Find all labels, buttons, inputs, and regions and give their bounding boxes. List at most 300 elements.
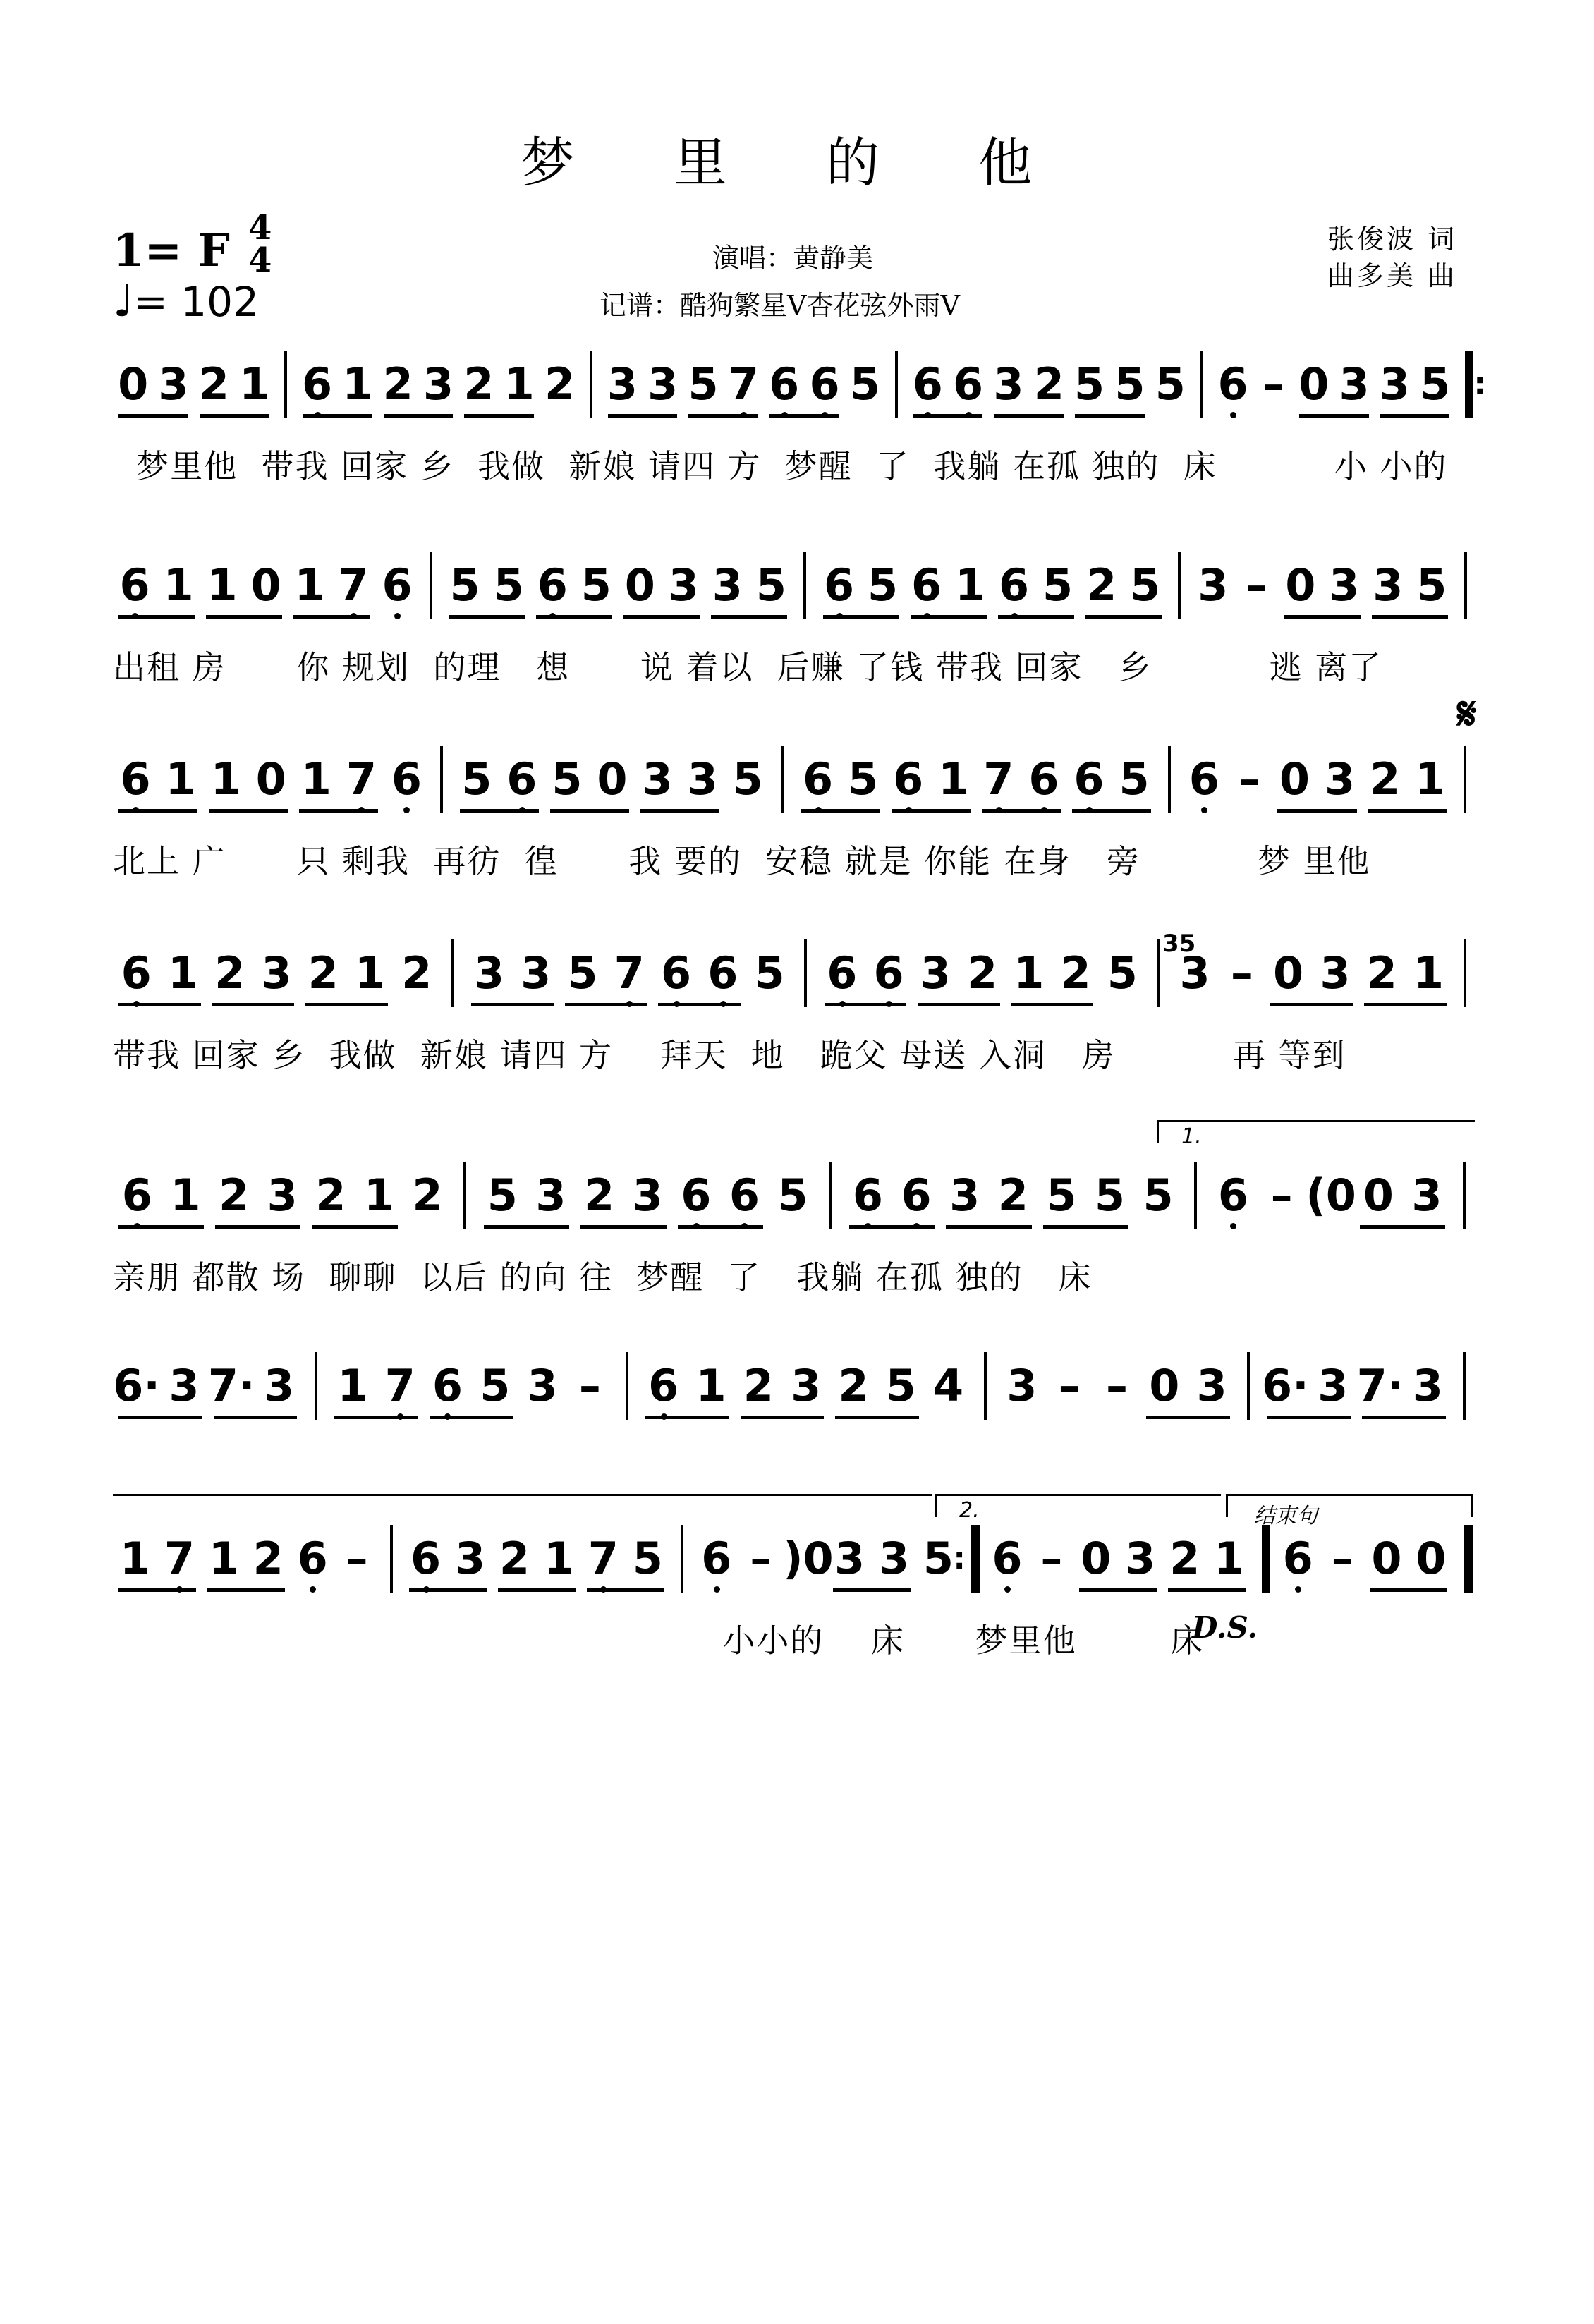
note: 6 <box>530 557 574 614</box>
note: 6 <box>1181 751 1227 808</box>
note: 2 <box>743 1360 774 1411</box>
barline <box>1464 552 1467 619</box>
eighth-beam <box>1277 809 1356 813</box>
note: 2 <box>997 1169 1028 1221</box>
note: 7 <box>724 356 764 413</box>
barline <box>804 939 807 1007</box>
note: 3 <box>632 1169 663 1221</box>
barline <box>803 552 806 619</box>
lyrics-line: 出租 房 你 规划 的理 想 说 着以 后赚 了钱 带我 回家 乡 逃 离了 <box>113 648 1383 686</box>
note: 3 <box>668 559 699 611</box>
first-ending-label: 1. <box>1181 1124 1202 1149</box>
note: 7 <box>157 1531 202 1587</box>
note: 5 <box>777 1169 808 1221</box>
note: 7 <box>331 557 375 614</box>
eighth-beam <box>994 414 1064 418</box>
barline <box>1464 1525 1473 1593</box>
note: 5 <box>1107 947 1138 999</box>
composer-credit: 曲多美 曲 <box>1327 260 1458 291</box>
note: 3 <box>712 559 743 611</box>
grace-notes: 35 <box>1162 930 1196 958</box>
note: 2 <box>544 358 576 410</box>
note: 3 <box>1179 947 1210 999</box>
note: 6 <box>1209 1167 1258 1224</box>
octave-dot <box>1004 1586 1011 1593</box>
note: 0 <box>1298 358 1330 410</box>
note: 6 <box>905 557 949 614</box>
barline <box>1200 351 1203 418</box>
eighth-beam <box>212 1003 295 1006</box>
note: 2 <box>1366 947 1397 999</box>
note: 5 <box>461 753 492 805</box>
first-ending-bracket <box>1157 1120 1475 1143</box>
dash-extension: – <box>1040 1533 1063 1584</box>
first-ending-continuation <box>113 1494 932 1496</box>
note: 0 <box>1273 947 1304 999</box>
note: 1 <box>208 1533 239 1584</box>
note: 6 <box>1276 1531 1320 1587</box>
note: 7 <box>581 1531 626 1587</box>
eighth-beam <box>118 1225 204 1229</box>
note: 2 <box>1033 358 1064 410</box>
eighth-beam <box>550 809 629 813</box>
note: 0 <box>1371 1533 1402 1584</box>
eighth-beam <box>214 1416 298 1419</box>
note: 7 <box>606 945 652 1002</box>
note: 6 <box>652 945 699 1002</box>
note: 5 <box>923 1533 954 1584</box>
note: 1 <box>337 1360 368 1411</box>
eighth-beam <box>769 414 839 418</box>
note: 7 <box>377 1358 424 1414</box>
eighth-beam <box>430 1416 513 1419</box>
note: 5 <box>1042 559 1073 611</box>
dash-extension: – <box>1105 1360 1128 1411</box>
note: 0 <box>1285 559 1316 611</box>
note: 6 <box>886 751 931 808</box>
eighth-beam <box>918 1003 1000 1006</box>
note: 5 <box>449 559 480 611</box>
note: 6 <box>992 557 1036 614</box>
note: 5 <box>848 753 879 805</box>
octave-dot <box>1295 1586 1301 1593</box>
barline <box>626 1352 628 1420</box>
note: 7 <box>976 751 1021 808</box>
note: 6 <box>985 1531 1030 1587</box>
note: 6 <box>700 945 746 1002</box>
note: 5 <box>867 559 899 611</box>
eighth-beam <box>645 1416 729 1419</box>
note: 1 <box>1014 947 1045 999</box>
note: 6 <box>113 751 158 808</box>
octave-dot <box>1230 412 1236 418</box>
dash-extension: – <box>1262 358 1284 410</box>
note: 6· <box>1262 1360 1309 1411</box>
dash-extension: – <box>578 1360 601 1411</box>
barline <box>451 939 454 1007</box>
eighth-beam <box>460 809 539 813</box>
note: 6 <box>1021 751 1066 808</box>
barline <box>1157 939 1160 1007</box>
note: 1 <box>363 1169 394 1221</box>
dash-extension: – <box>1331 1533 1353 1584</box>
eighth-beam <box>688 414 758 418</box>
eighth-beam <box>823 615 899 619</box>
eighth-beam <box>608 414 678 418</box>
eighth-beam <box>1085 615 1162 619</box>
note: 7· <box>1356 1360 1404 1411</box>
note: 3 <box>527 1360 558 1411</box>
eighth-beam <box>833 1588 911 1592</box>
note: 6 <box>1212 356 1253 413</box>
eighth-beam <box>892 809 971 813</box>
barline <box>284 351 287 418</box>
note: 0 <box>1081 1533 1112 1584</box>
note: 3 <box>169 1360 200 1411</box>
note: 5 <box>849 358 880 410</box>
eighth-beam <box>1146 1416 1230 1419</box>
eighth-beam <box>1284 615 1361 619</box>
note: 1 <box>1415 753 1446 805</box>
note: 3 <box>791 1360 822 1411</box>
barline <box>430 552 432 619</box>
note: 2 <box>1370 753 1401 805</box>
eighth-beam <box>835 1416 919 1419</box>
key-signature: 1= F <box>113 224 230 277</box>
repeat-dots: : <box>953 1540 966 1576</box>
octave-dot <box>1230 1223 1236 1229</box>
note: 1 <box>1214 1533 1245 1584</box>
dash-extension: – <box>1238 753 1260 805</box>
octave-dot <box>394 613 401 619</box>
note: 3 <box>1196 1360 1227 1411</box>
note: )0 <box>783 1533 834 1584</box>
note: 6 <box>291 1531 335 1587</box>
barline <box>681 1525 683 1593</box>
eighth-beam <box>913 414 983 418</box>
lyrics-line: 小小的 床 梦里他 床 <box>113 1622 1205 1660</box>
note: 4 <box>932 1360 964 1411</box>
note: 5 <box>567 947 598 999</box>
eighth-beam <box>206 615 282 619</box>
eighth-beam <box>1168 1588 1246 1592</box>
eighth-beam <box>565 1003 647 1006</box>
note: 5 <box>487 1169 518 1221</box>
note: 0 <box>1279 753 1310 805</box>
note: 5 <box>1046 1169 1077 1221</box>
note: 2 <box>401 947 432 999</box>
note: 3 <box>1339 358 1370 410</box>
note: 2 <box>1086 559 1117 611</box>
lyrics-line: 梦里他 带我 回家 乡 我做 新娘 请四 方 梦醒 了 我躺 在孤 独的 床 小 小的 <box>113 447 1448 485</box>
note: 3 <box>454 1533 486 1584</box>
note: 3 <box>1006 1360 1038 1411</box>
tempo-value: = 102 <box>133 278 259 326</box>
tempo-marking <box>113 275 259 327</box>
eighth-beam <box>849 1225 935 1229</box>
barline <box>895 351 898 418</box>
note: 2 <box>214 947 245 999</box>
song-title: 梦 里 的 他 <box>521 131 1073 194</box>
eighth-beam <box>1368 809 1447 813</box>
note: 2 <box>315 1169 346 1221</box>
eighth-beam <box>464 414 534 418</box>
note: 5 <box>480 1360 511 1411</box>
note: 3 <box>1318 1360 1349 1411</box>
note: 3 <box>1324 753 1356 805</box>
note: 3 <box>521 947 552 999</box>
note: 3 <box>920 947 951 999</box>
note: 0 <box>118 358 149 410</box>
note: 1 <box>1413 947 1444 999</box>
dash-extension: – <box>1058 1360 1081 1411</box>
note: 1 <box>170 1169 201 1221</box>
singer-credit: 演唱：黄静美 <box>712 243 874 274</box>
lyrics-line: 带我 回家 乡 我做 新娘 请四 方 拜天 地 跪父 母送 入洞 房 再 等到 <box>113 1036 1346 1074</box>
note: 5 <box>1094 1169 1126 1221</box>
eighth-beam <box>580 1225 666 1229</box>
time-signature-top: 4 <box>248 208 272 248</box>
lyrics-line: 北上 广 只 剩我 再彷 徨 我 要的 安稳 就是 你能 在身 旁 梦 里他 <box>113 842 1371 880</box>
eighth-beam <box>623 615 700 619</box>
note: 2 <box>412 1169 443 1221</box>
note: 6 <box>1066 751 1112 808</box>
eighth-beam <box>911 615 987 619</box>
note: 1 <box>543 1533 574 1584</box>
eighth-beam <box>118 1003 201 1006</box>
note: 0 <box>1363 1169 1394 1221</box>
dash-extension: – <box>346 1533 368 1584</box>
note: 6 <box>640 1358 687 1414</box>
eighth-beam <box>209 809 288 813</box>
eighth-beam <box>299 809 378 813</box>
note: 3 <box>158 358 189 410</box>
note: 2 <box>382 358 413 410</box>
eighth-beam <box>658 1003 741 1006</box>
note: 7· <box>207 1360 255 1411</box>
lyricist-credit: 张俊波 词 <box>1327 224 1458 255</box>
eighth-beam <box>1079 1588 1157 1592</box>
note: 6 <box>113 557 157 614</box>
note: 1 <box>119 1533 151 1584</box>
eighth-beam <box>982 809 1061 813</box>
eighth-beam <box>334 1416 418 1419</box>
eighth-beam <box>303 414 372 418</box>
note: 3 <box>261 947 292 999</box>
note: 3 <box>607 358 638 410</box>
time-signature-bottom: 4 <box>248 241 272 280</box>
note: 1 <box>210 753 241 805</box>
note: 1 <box>504 358 535 410</box>
eighth-beam <box>536 615 612 619</box>
note: 6 <box>499 751 544 808</box>
eighth-beam <box>449 615 525 619</box>
barline <box>463 1162 466 1229</box>
note: 6 <box>424 1358 471 1414</box>
note: 5 <box>1114 358 1145 410</box>
note: 5 <box>1130 559 1161 611</box>
note: 5 <box>1074 358 1105 410</box>
segno-sign: 𝄋 <box>1457 688 1477 741</box>
lyrics-line: 亲朋 都散 场 聊聊 以后 的向 往 梦醒 了 我躺 在孤 独的 床 <box>113 1258 1093 1296</box>
note: 3 <box>949 1169 980 1221</box>
note: 5 <box>1420 358 1451 410</box>
eighth-beam <box>1362 1416 1446 1419</box>
note: 6 <box>694 1531 738 1587</box>
note: 1 <box>354 947 386 999</box>
note: 3 <box>473 947 505 999</box>
barline <box>1262 1525 1270 1593</box>
ds-marking: D.S. <box>1192 1610 1258 1645</box>
note: 0 <box>255 753 286 805</box>
note: 6 <box>297 356 337 413</box>
note: 6 <box>720 1167 769 1224</box>
dash-extension: – <box>1230 947 1253 999</box>
eighth-beam <box>711 615 787 619</box>
note: 1 <box>167 947 198 999</box>
eighth-beam <box>1072 809 1151 813</box>
note: 3 <box>1198 559 1229 611</box>
octave-dot <box>310 1586 316 1593</box>
note: 1 <box>342 358 373 410</box>
note: 6 <box>804 356 844 413</box>
eighth-beam <box>118 809 197 813</box>
note: 0 <box>250 559 281 611</box>
note: 0 <box>597 753 628 805</box>
note: 2 <box>463 358 494 410</box>
note: 6 <box>817 557 861 614</box>
eighth-beam <box>1360 1225 1445 1229</box>
note: 6 <box>819 945 865 1002</box>
note: 2 <box>1169 1533 1200 1584</box>
barline <box>1168 746 1171 813</box>
eighth-beam <box>118 615 195 619</box>
note: 3 <box>993 358 1024 410</box>
note: 7 <box>339 751 384 808</box>
eighth-beam <box>1364 1003 1447 1006</box>
note: 1 <box>239 358 270 410</box>
note: 5 <box>493 559 524 611</box>
note: 3 <box>1373 559 1404 611</box>
note: 3 <box>422 358 454 410</box>
note: 6 <box>113 945 159 1002</box>
eighth-beam <box>471 1003 554 1006</box>
note: 3 <box>1320 947 1351 999</box>
note: 3 <box>535 1169 566 1221</box>
eighth-beam <box>118 1588 196 1592</box>
eighth-beam <box>1370 1588 1448 1592</box>
note: 6 <box>892 1167 941 1224</box>
note: 2 <box>499 1533 530 1584</box>
eighth-beam <box>801 809 880 813</box>
eighth-beam <box>678 1225 763 1229</box>
barline <box>781 746 784 813</box>
ending-phrase-label: 结束句 <box>1254 1504 1318 1528</box>
note: 5 <box>732 753 763 805</box>
note: 6 <box>375 557 419 614</box>
note: 5 <box>885 1360 916 1411</box>
eighth-beam <box>312 1225 397 1229</box>
barline <box>590 351 592 418</box>
note: 1 <box>938 753 969 805</box>
barline <box>1463 1162 1466 1229</box>
note: 5 <box>552 753 583 805</box>
note: 5 <box>1155 358 1186 410</box>
note: 5 <box>755 559 786 611</box>
eighth-beam <box>484 1225 569 1229</box>
eighth-beam <box>1299 414 1369 418</box>
note: 3 <box>647 358 679 410</box>
note: 1 <box>207 559 238 611</box>
note: 5 <box>580 559 612 611</box>
barline <box>1464 746 1466 813</box>
barline <box>440 746 443 813</box>
eighth-beam <box>1380 414 1450 418</box>
note: 3 <box>834 1533 865 1584</box>
octave-dot <box>714 1586 720 1593</box>
octave-dot <box>403 807 410 813</box>
eighth-beam <box>215 1225 300 1229</box>
eighth-beam <box>200 414 269 418</box>
note: 3 <box>1379 358 1411 410</box>
note: 6 <box>764 356 804 413</box>
note: 1 <box>955 559 986 611</box>
eighth-beam <box>498 1588 576 1592</box>
note: 1 <box>294 559 325 611</box>
note: 1 <box>695 1360 726 1411</box>
eighth-beam <box>207 1588 285 1592</box>
barline <box>1178 552 1181 619</box>
note: 6 <box>384 751 429 808</box>
note: 3 <box>263 1360 295 1411</box>
eighth-beam <box>1043 1225 1128 1229</box>
note: 5 <box>1416 559 1447 611</box>
barline <box>315 1352 317 1420</box>
note: (0 <box>1306 1169 1356 1221</box>
eighth-beam <box>384 414 454 418</box>
eighth-beam <box>946 1225 1031 1229</box>
note: 5 <box>754 947 785 999</box>
barline <box>1194 1162 1197 1229</box>
dash-extension: – <box>1246 559 1268 611</box>
barline <box>1464 939 1466 1007</box>
eighth-beam <box>118 1416 202 1419</box>
eighth-beam <box>409 1588 487 1592</box>
note: 6· <box>113 1360 160 1411</box>
note: 3 <box>1125 1533 1156 1584</box>
eighth-beam <box>293 615 370 619</box>
eighth-beam <box>1372 615 1448 619</box>
note: 0 <box>624 559 655 611</box>
note: 2 <box>198 358 229 410</box>
barline <box>829 1162 832 1229</box>
note: 1 <box>165 753 196 805</box>
quarter-note-icon: ♩ <box>113 275 134 327</box>
note: 5 <box>632 1533 663 1584</box>
note: 3 <box>1329 559 1360 611</box>
note: 6 <box>403 1531 448 1587</box>
note: 2 <box>584 1169 615 1221</box>
second-ending-label: 2. <box>959 1498 980 1523</box>
note: 2 <box>253 1533 284 1584</box>
note: 2 <box>1060 947 1091 999</box>
note: 3 <box>642 753 673 805</box>
note: 2 <box>838 1360 869 1411</box>
note: 3 <box>267 1169 298 1221</box>
eighth-beam <box>1267 1416 1351 1419</box>
note: 3 <box>1411 1169 1442 1221</box>
eighth-beam <box>1075 414 1145 418</box>
